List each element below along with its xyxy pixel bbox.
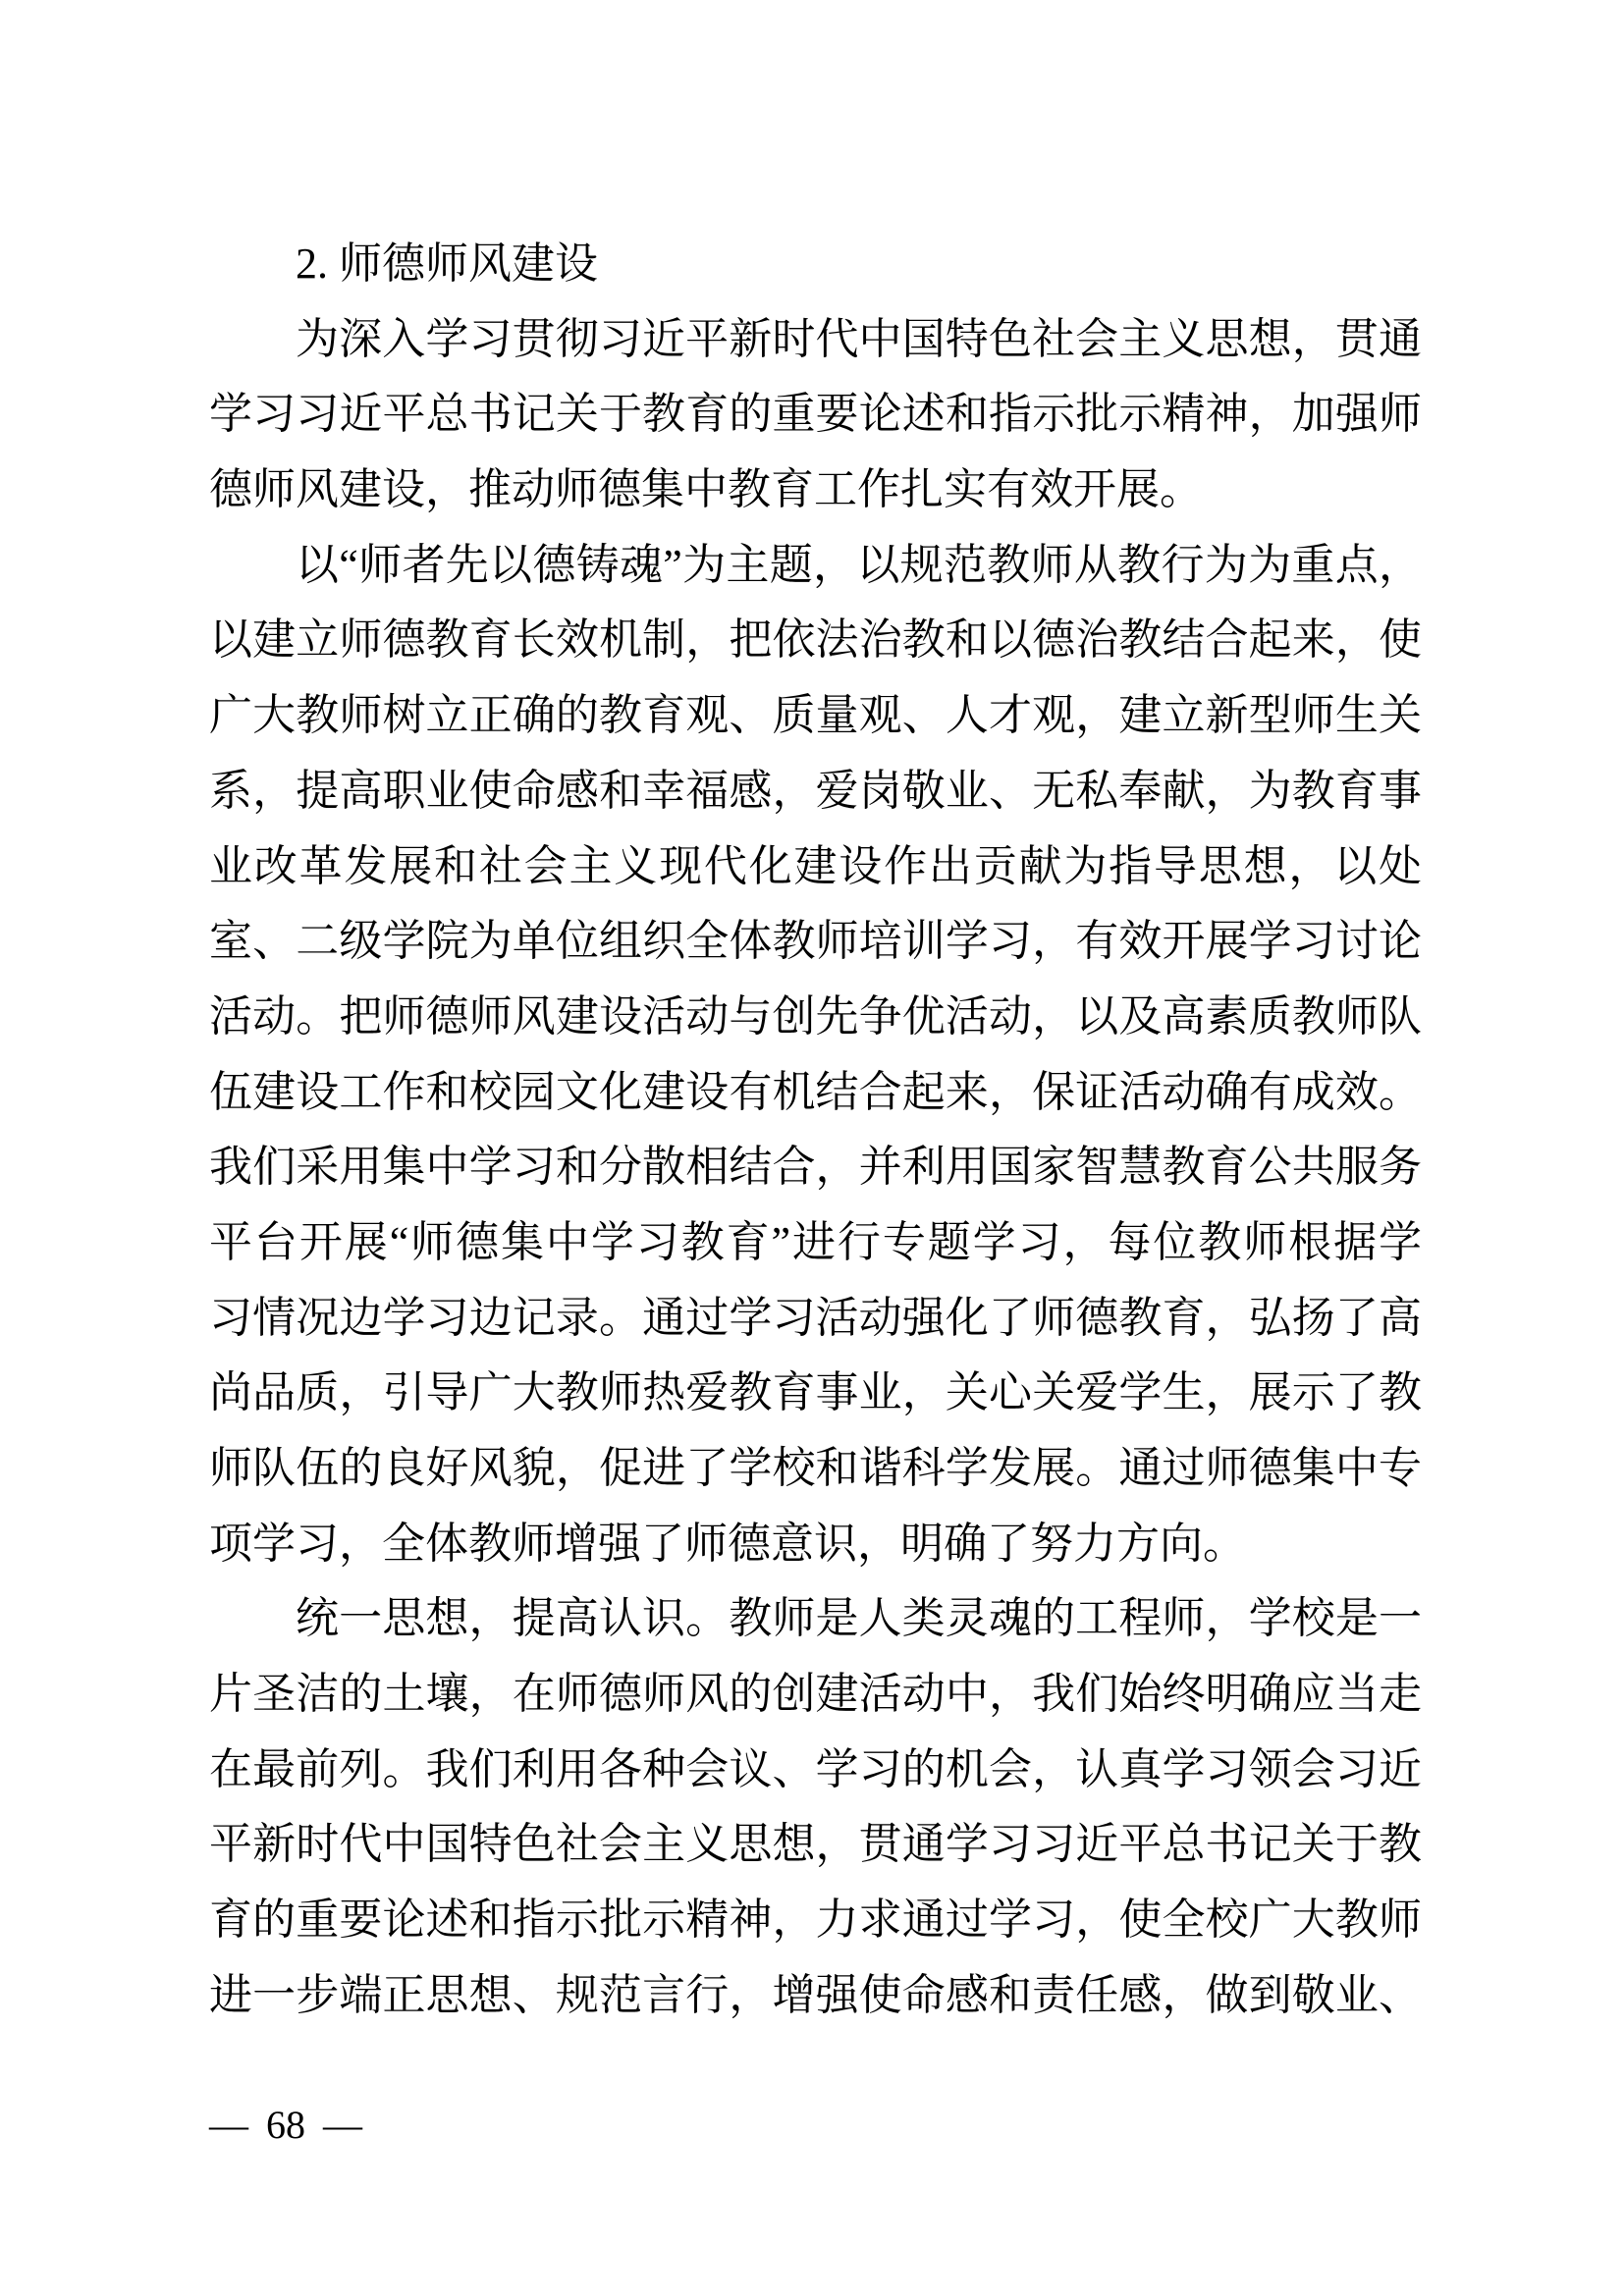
text-line: 广大教师树立正确的教育观、质量观、人才观，建立新型师生关	[209, 691, 1422, 740]
text-line: 德师风建设，推动师德集中教育工作扎实有效开展。	[209, 465, 1203, 514]
text-line: 我们采用集中学习和分散相结合，并利用国家智慧教育公共服务	[209, 1143, 1422, 1192]
text-line: 活动。把师德师风建设活动与创先争优活动，以及高素质教师队	[209, 991, 1422, 1041]
text-line: 习情况边学习边记录。通过学习活动强化了师德教育，弘扬了高	[209, 1293, 1422, 1342]
text-line: 育的重要论述和指示批示精神，力求通过学习，使全校广大教师	[209, 1896, 1422, 1945]
text-line: 系，提高职业使命感和幸福感，爱岗敬业、无私奉献，为教育事	[209, 766, 1422, 815]
text-line: 以建立师德教育长效机制，把依法治教和以德治教结合起来，使	[209, 615, 1422, 665]
text-line: 师队伍的良好风貌，促进了学校和谐科学发展。通过师德集中专	[209, 1444, 1422, 1492]
text-line: 项学习，全体教师增强了师德意识，明确了努力方向。	[209, 1519, 1246, 1568]
text-line: 在最前列。我们利用各种会议、学习的机会，认真学习领会习近	[209, 1744, 1422, 1793]
text-line: 尚品质，引导广大教师热爱教育事业，关心关爱学生，展示了教	[209, 1368, 1422, 1417]
text-line: 进一步端正思想、规范言行，增强使命感和责任感，做到敬业、	[209, 1970, 1422, 2019]
text-line: 以“师者先以德铸魂”为主题，以规范教师从教行为为重点，	[296, 540, 1422, 589]
text-line: 统一思想，提高认识。教师是人类灵魂的工程师，学校是一	[296, 1594, 1422, 1643]
document-body	[209, 227, 1422, 2034]
text-line: 室、二级学院为单位组织全体教师培训学习，有效开展学习讨论	[209, 917, 1422, 966]
text-line: 伍建设工作和校园文化建设有机结合起来，保证活动确有成效。	[209, 1067, 1422, 1116]
page-number: — 68 —	[209, 2103, 362, 2147]
text-line: 学习习近平总书记关于教育的重要论述和指示批示精神，加强师	[209, 390, 1422, 439]
section-heading: 2. 师德师风建设	[296, 240, 598, 288]
text-line: 业改革发展和社会主义现代化建设作出贡献为指导思想，以处	[209, 841, 1422, 890]
text-line: 平台开展“师德集中学习教育”进行专题学习，每位教师根据学	[209, 1217, 1422, 1266]
text-line: 平新时代中国特色社会主义思想，贯通学习习近平总书记关于教	[209, 1820, 1422, 1869]
text-line: 片圣洁的土壤，在师德师风的创建活动中，我们始终明确应当走	[209, 1670, 1422, 1719]
text-line: 为深入学习贯彻习近平新时代中国特色社会主义思想，贯通	[296, 314, 1422, 363]
